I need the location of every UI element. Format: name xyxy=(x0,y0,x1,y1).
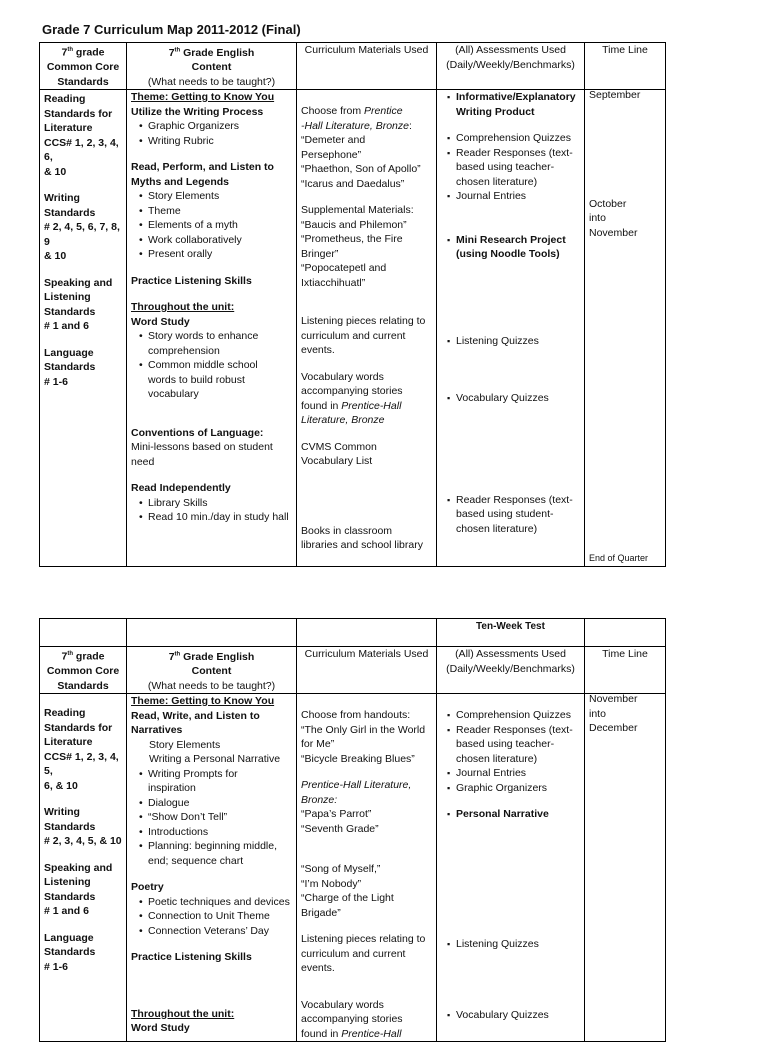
list-item: ▪ Comprehension Quizzes xyxy=(447,708,580,723)
timeline-cell xyxy=(585,90,666,567)
timeline-cell xyxy=(585,694,666,1042)
list-item: • Poetic techniques and devices xyxy=(139,895,292,910)
list-item: • Theme xyxy=(139,204,292,219)
reading-standards: Reading Standards for Literature CCS# 1, 2, 3, 4, 6, & 10 xyxy=(44,93,119,178)
list-item: • Read 10 min./day in study hall xyxy=(139,510,292,525)
materials-cell xyxy=(297,90,437,567)
materials-vocabulary: Vocabulary words accompanying stories found in Prentice-Hall Literature, Bronze xyxy=(301,370,403,426)
word-study-heading: Word Study xyxy=(131,315,190,328)
assessment-vocab xyxy=(447,391,580,406)
header-assessments: (All) Assessments Used (Daily/Weekly/Benchmarks) xyxy=(437,647,585,694)
empty-cell xyxy=(297,619,437,647)
list-item: ▪ Reader Responses (text- based using teacher- chosen literature) xyxy=(447,146,580,190)
assessments-cell xyxy=(437,694,585,1042)
header-standards: 7th grade Common Core Standards xyxy=(40,647,127,694)
header-materials: Curriculum Materials Used xyxy=(297,647,437,694)
list-item: ▪ Personal Narrative xyxy=(447,807,580,822)
table2-header-row xyxy=(40,647,666,694)
materials-cell xyxy=(297,694,437,1042)
list-item: • Common middle school words to build robust vocabulary xyxy=(139,358,292,402)
empty-cell xyxy=(40,619,127,647)
list-item: • Writing Prompts for inspiration xyxy=(139,767,292,796)
materials-titles: “Demeter and Persephone” “Phaethon, Son of Apollo” “Icarus and Daedalus” xyxy=(301,134,421,190)
language-standards: Language Standards # 1-6 xyxy=(44,931,96,973)
list-item: ▪ Mini Research Project (using Noodle Tools) xyxy=(447,233,580,262)
materials-prentice: Prentice-Hall Literature, Bronze: xyxy=(301,779,412,806)
myths-heading: Read, Perform, and Listen to Myths and Legends xyxy=(131,161,274,188)
standards-cell xyxy=(40,694,127,1042)
header-assessments: (All) Assessments Used (Daily/Weekly/Benchmarks) xyxy=(437,43,585,90)
timeline-november: November into December xyxy=(589,693,638,734)
list-item: • Writing Rubric xyxy=(139,134,292,149)
theme-heading: Theme: Getting to Know You xyxy=(131,91,275,103)
writing-standards: Writing Standards # 2, 3, 4, 5, & 10 xyxy=(44,806,122,847)
materials-supplemental: Supplemental Materials: “Baucis and Philemon” “Prometheus, the Fire Bringer” “Popocatepetl and Ixtiacchihuatl” xyxy=(301,204,414,289)
practice-listening: Practice Listening Skills xyxy=(131,951,252,963)
assessment-listening xyxy=(447,937,580,952)
list-item: • Connection Veterans’ Day xyxy=(139,924,292,939)
materials-handouts: Choose from handouts: “The Only Girl in the World for Me” “Bicycle Breaking Blues” xyxy=(301,709,426,765)
materials-listening: Listening pieces relating to curriculum and current events. xyxy=(301,933,426,974)
writing-process-list xyxy=(131,119,292,148)
list-item: ▪ Comprehension Quizzes xyxy=(447,131,580,146)
list-item: ▪ Graphic Organizers xyxy=(447,781,580,796)
list-item: • Library Skills xyxy=(139,496,292,511)
materials-poems: “Song of Myself,” “I’m Nobody” “Charge of the Light Brigade” xyxy=(301,863,394,919)
assessment-list xyxy=(447,131,580,204)
empty-cell xyxy=(585,619,666,647)
list-item: • Story words to enhance comprehension xyxy=(139,329,292,358)
writing-standards: Writing Standards # 2, 4, 5, 6, 7, 8, 9 & 10 xyxy=(44,192,120,262)
throughout-heading: Throughout the unit: xyxy=(131,301,235,313)
theme-heading: Theme: Getting to Know You xyxy=(131,695,275,707)
header-timeline: Time Line xyxy=(585,43,666,90)
content-cell xyxy=(127,90,297,567)
poetry-list xyxy=(131,895,292,939)
assessments-cell xyxy=(437,90,585,567)
narratives-sub: Story Elements Writing a Personal Narrative xyxy=(149,738,281,765)
speaking-standards: Speaking and Listening Standards # 1 and 6 xyxy=(44,276,113,332)
conventions-heading: Conventions of Language: xyxy=(131,426,264,439)
reading-standards: Reading Standards for Literature CCS# 1, 2, 3, 4, 5, 6, & 10 xyxy=(44,707,119,792)
ten-week-test: Ten-Week Test xyxy=(437,619,585,647)
list-item: ▪ Vocabulary Quizzes xyxy=(447,391,580,406)
practice-listening: Practice Listening Skills xyxy=(131,274,252,287)
curriculum-table-1 xyxy=(39,42,666,567)
table1-body-row xyxy=(40,90,666,567)
table1-header-row xyxy=(40,43,666,90)
word-study-list xyxy=(131,329,292,402)
header-timeline: Time Line xyxy=(585,647,666,694)
list-item: ▪ Informative/Explanatory Writing Product xyxy=(447,90,580,119)
list-item: • “Show Don’t Tell” xyxy=(139,810,292,825)
list-item: ▪ Journal Entries xyxy=(447,766,580,781)
header-standards: 7th grade Common Core Standards xyxy=(40,43,127,90)
narratives-heading: Read, Write, and Listen to Narratives xyxy=(131,709,260,736)
materials-prentice: Choose from Prentice -Hall Literature, Bronze: xyxy=(301,105,412,132)
materials-listening: Listening pieces relating to curriculum and current events. xyxy=(301,315,426,356)
timeline-october: October into November xyxy=(589,197,638,239)
assessment-research xyxy=(447,233,580,262)
list-item: • Connection to Unit Theme xyxy=(139,909,292,924)
list-item: ▪ Listening Quizzes xyxy=(447,937,580,952)
list-item: • Present orally xyxy=(139,247,292,262)
header-content: 7th Grade English Content (What needs to be taught?) xyxy=(127,43,297,90)
table2-body-row xyxy=(40,694,666,1042)
timeline-september: September xyxy=(589,89,641,101)
myths-list xyxy=(131,189,292,262)
empty-cell xyxy=(127,619,297,647)
assessment-listening xyxy=(447,334,580,349)
read-independently-list xyxy=(131,496,292,525)
content-cell xyxy=(127,694,297,1042)
materials-ph-titles: “Papa’s Parrot” “Seventh Grade” xyxy=(301,808,379,835)
materials-books: Books in classroom libraries and school library xyxy=(301,524,423,551)
assessment-vocab xyxy=(447,1008,580,1023)
word-study-heading: Word Study xyxy=(131,1022,190,1034)
throughout-heading: Throughout the unit: xyxy=(131,1007,235,1020)
list-item: • Work collaboratively xyxy=(139,233,292,248)
header-materials: Curriculum Materials Used xyxy=(297,43,437,90)
list-item: • Introductions xyxy=(139,825,292,840)
standards-cell xyxy=(40,90,127,567)
narratives-list xyxy=(131,767,292,869)
list-item: ▪ Journal Entries xyxy=(447,189,580,204)
timeline-end-quarter: End of Quarter xyxy=(589,553,649,563)
assessment-reader xyxy=(447,493,580,537)
speaking-standards: Speaking and Listening Standards # 1 and 6 xyxy=(44,861,113,917)
list-item: • Dialogue xyxy=(139,796,292,811)
list-item: ▪ Reader Responses (text- based using student- chosen literature) xyxy=(447,493,580,537)
materials-vocabulary: Vocabulary words accompanying stories found in Prentice-Hall xyxy=(301,998,403,1040)
assessment-list xyxy=(447,708,580,795)
writing-process-heading: Utilize the Writing Process xyxy=(131,105,264,118)
assessment-personal xyxy=(447,807,580,822)
table2-test-row xyxy=(40,619,666,647)
assessment-writing-product xyxy=(447,90,580,119)
curriculum-table-2 xyxy=(39,618,666,1042)
materials-cvms: CVMS Common Vocabulary List xyxy=(301,440,377,467)
document-title: Grade 7 Curriculum Map 2011-2012 (Final) xyxy=(42,22,301,37)
read-independently-heading: Read Independently xyxy=(131,482,231,494)
list-item: • Planning: beginning middle, end; sequence chart xyxy=(139,839,292,868)
list-item: ▪ Reader Responses (text- based using teacher- chosen literature) xyxy=(447,723,580,767)
list-item: • Elements of a myth xyxy=(139,218,292,233)
list-item: • Graphic Organizers xyxy=(139,119,292,134)
list-item: • Story Elements xyxy=(139,189,292,204)
conventions-text: Mini-lessons based on student need xyxy=(131,441,273,468)
header-content: 7th Grade English Content (What needs to be taught?) xyxy=(127,647,297,694)
list-item: ▪ Listening Quizzes xyxy=(447,334,580,349)
language-standards: Language Standards # 1-6 xyxy=(44,346,96,388)
poetry-heading: Poetry xyxy=(131,881,164,893)
list-item: ▪ Vocabulary Quizzes xyxy=(447,1008,580,1023)
